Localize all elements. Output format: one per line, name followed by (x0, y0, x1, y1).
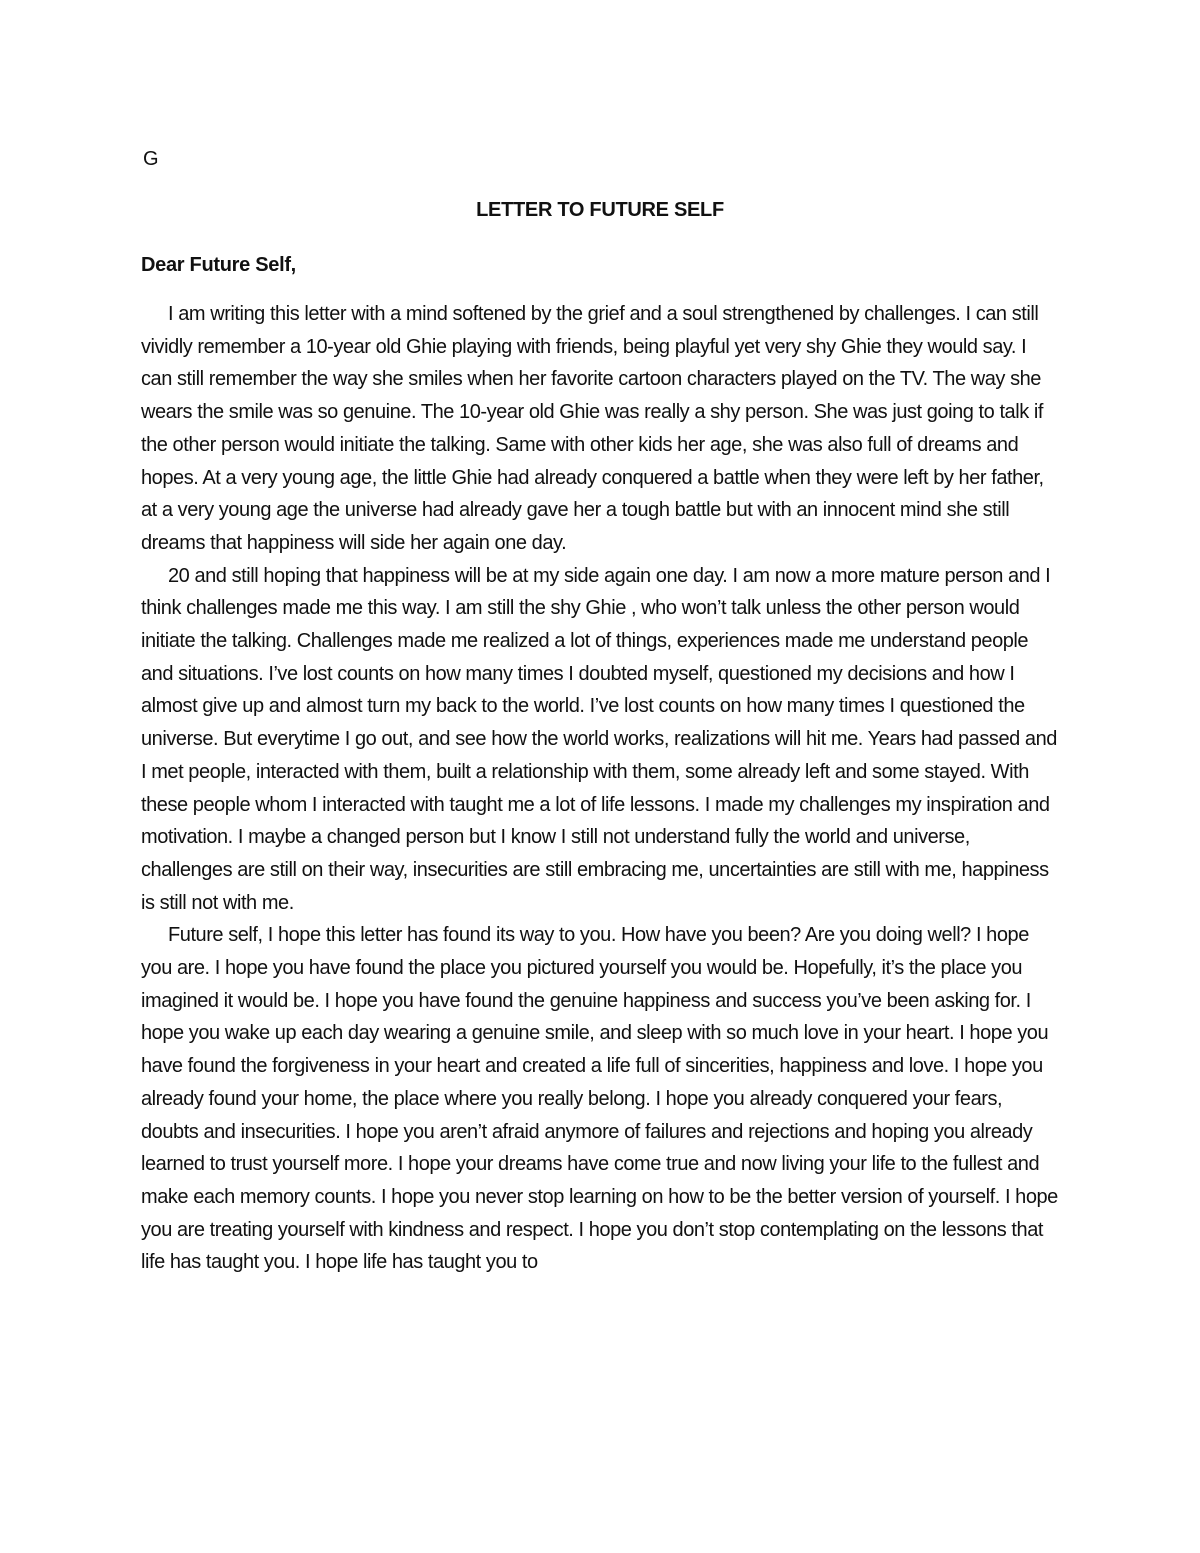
salutation: Dear Future Self, (141, 254, 296, 276)
paragraph-future-hopes: Future self, I hope this letter has found its way to you. How have you been? Are you doing well? I hope you are. I hope you have found the place you pictured yourself you would be. Hopefully, it’s the place you imagined it would be. I hope you have found the genuine happiness and success you’ve been asking for. I hope you wake up each day wearing a genuine smile, and sleep with so much love in your heart. I hope you have found the forgiveness in your heart and created a life full of sincerities, happiness and love. I hope you already found your home, the place where you really belong. I hope you already conquered your fears, doubts and insecurities. I hope you aren’t afraid anymore of failures and rejections and hoping you already learned to trust yourself more. I hope your dreams have come true and now living your life to the fullest and make each memory counts. I hope you never stop learning on how to be the better version of yourself. I hope you are treating yourself with kindness and respect. I hope you don’t stop contemplating on the lessons that life has taught you. I hope life has taught you to (141, 924, 1058, 1274)
header-mark: G (143, 148, 159, 170)
paragraph-childhood: I am writing this letter with a mind softened by the grief and a soul strengthened by challenges. I can still vividly remember a 10-year old Ghie playing with friends, being playful yet very shy Ghie they would say. I can still remember the way she smiles when her favorite cartoon characters played on the TV. The way she wears the smile was so genuine. The 10-year old Ghie was really a shy person. She was just going to talk if the other person would initiate the talking. Same with other kids her age, she was also full of dreams and hopes. At a very young age, the little Ghie had already conquered a battle when they were left by her father, at a very young age the universe had already gave her a tough battle but with an innocent mind she still dreams that happiness will side her again one day. (141, 303, 1044, 554)
paragraph-present: 20 and still hoping that happiness will be at my side again one day. I am now a more mature person and I think challenges made me this way. I am still the shy Ghie , who won’t talk unless the other person would initiate the talking. Challenges made me realized a lot of things, experiences made me understand people and situations. I’ve lost counts on how many times I doubted myself, questioned my decisions and how I almost give up and almost turn my back to the world. I’ve lost counts on how many times I questioned the universe. But everytime I go out, and see how the world works, realizations will hit me. Years had passed and I met people, interacted with them, built a relationship with them, some already left and some stayed. With these people whom I interacted with taught me a lot of life lessons. I made my challenges my inspiration and motivation. I maybe a changed person but I know I still not understand fully the world and universe, challenges are still on their way, insecurities are still embracing me, uncertainties are still with me, happiness is still not with me. (141, 564, 1057, 914)
letter-body (141, 298, 1061, 1279)
document-title: LETTER TO FUTURE SELF (476, 199, 724, 221)
